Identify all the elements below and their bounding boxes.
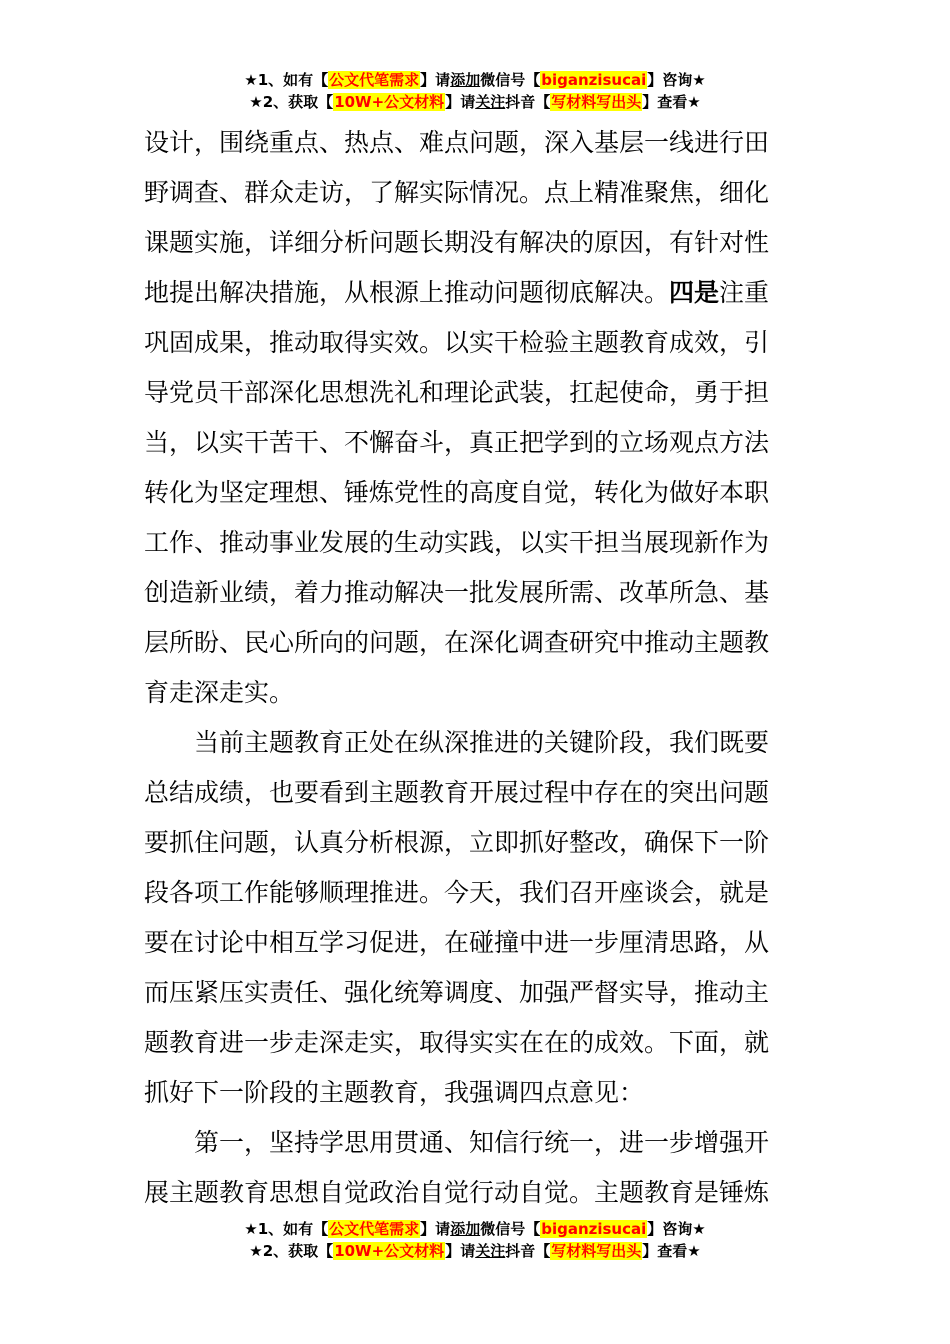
text-line: 抓好下一阶段的主题教育，我强调四点意见： [144, 1078, 645, 1107]
douyin-highlight: 写材料写出头 [551, 93, 642, 111]
highlight-text: 10W+公文材料 [334, 93, 445, 111]
document-body [144, 118, 808, 1218]
douyin-highlight: 写材料写出头 [551, 1242, 642, 1260]
text-line: 题教育进一步走深走实，取得实实在在的成效。下面，就 [144, 1028, 770, 1057]
text-line: 展主题教育思想自觉政治自觉行动自觉。主题教育是锤炼 [144, 1178, 770, 1207]
text-line: 层所盼、民心所向的问题，在深化调查研究中推动主题教 [144, 628, 770, 657]
banner-text: 】咨询★ [647, 1220, 706, 1238]
banner-text: 】请 [445, 1242, 476, 1260]
banner-text: 微信号【 [480, 71, 541, 89]
banner-line-1 [0, 1218, 950, 1240]
highlight-text: 10W+公文材料 [334, 1242, 445, 1260]
underlined-text: 添加 [450, 1220, 481, 1238]
text-line: 段各项工作能够顺理推进。今天，我们召开座谈会，就是 [144, 878, 770, 907]
banner-text: 】查看★ [642, 1242, 701, 1260]
banner-line-2 [0, 91, 950, 113]
banner-text: ★2、获取【 [249, 93, 334, 111]
highlight-text: 公文代笔需求 [329, 1220, 420, 1238]
banner-line-1 [0, 69, 950, 91]
paragraph-start-line: 第一，坚持学思用贯通、知信行统一，进一步增强开 [194, 1128, 770, 1157]
banner-text: ★2、获取【 [249, 1242, 334, 1260]
banner-text: 抖音【 [505, 1242, 551, 1260]
banner-text: ★1、如有【 [244, 71, 329, 89]
text-line: 创造新业绩，着力推动解决一批发展所需、改革所急、基 [144, 578, 770, 607]
text-line: 要抓住问题，认真分析根源，立即抓好整改，确保下一阶 [144, 828, 770, 857]
text-line: 巩固成果，推动取得实效。以实干检验主题教育成效，引 [144, 328, 770, 357]
text-line: 要在讨论中相互学习促进，在碰撞中进一步厘清思路，从 [144, 928, 770, 957]
banner-text: 】咨询★ [647, 71, 706, 89]
underlined-text: 关注 [475, 93, 506, 111]
text-line: 而压紧压实责任、强化统筹调度、加强严督实导，推动主 [144, 978, 770, 1007]
highlight-text: 公文代笔需求 [329, 71, 420, 89]
text-line: 当，以实干苦干、不懈奋斗，真正把学到的立场观点方法 [144, 428, 770, 457]
text-segment: 地提出解决措施，从根源上推动问题彻底解决。 [144, 278, 670, 307]
banner-line-2 [0, 1240, 950, 1262]
footer-banner [0, 1218, 950, 1262]
paragraph-start-line: 当前主题教育正处在纵深推进的关键阶段，我们既要 [194, 728, 770, 757]
underlined-text: 添加 [450, 71, 481, 89]
text-line: 育走深走实。 [144, 678, 295, 707]
bold-lead: 四是 [669, 278, 720, 307]
header-banner [0, 69, 950, 113]
banner-text: 】请 [420, 1220, 451, 1238]
text-line: 总结成绩，也要看到主题教育开展过程中存在的突出问题 [144, 778, 770, 807]
text-line: 导党员干部深化思想洗礼和理论武装，扛起使命，勇于担 [144, 378, 770, 407]
banner-text: 抖音【 [505, 93, 551, 111]
banner-text: 】请 [420, 71, 451, 89]
text-segment: 注重 [719, 278, 770, 307]
text-line: 转化为坚定理想、锤炼党性的高度自觉，转化为做好本职 [144, 478, 770, 507]
banner-text: 微信号【 [480, 1220, 541, 1238]
wechat-id-highlight: biganzisucai [541, 71, 647, 89]
text-line: 野调查、群众走访，了解实际情况。点上精准聚焦，细化 [144, 178, 770, 207]
banner-text: 】查看★ [642, 93, 701, 111]
text-line: 课题实施，详细分析问题长期没有解决的原因，有针对性 [144, 228, 770, 257]
text-line-with-lead [144, 268, 808, 318]
underlined-text: 关注 [475, 1242, 506, 1260]
wechat-id-highlight: biganzisucai [541, 1220, 647, 1238]
banner-text: 】请 [445, 93, 476, 111]
text-line: 设计，围绕重点、热点、难点问题，深入基层一线进行田 [144, 128, 770, 157]
text-line: 工作、推动事业发展的生动实践，以实干担当展现新作为 [144, 528, 770, 557]
banner-text: ★1、如有【 [244, 1220, 329, 1238]
